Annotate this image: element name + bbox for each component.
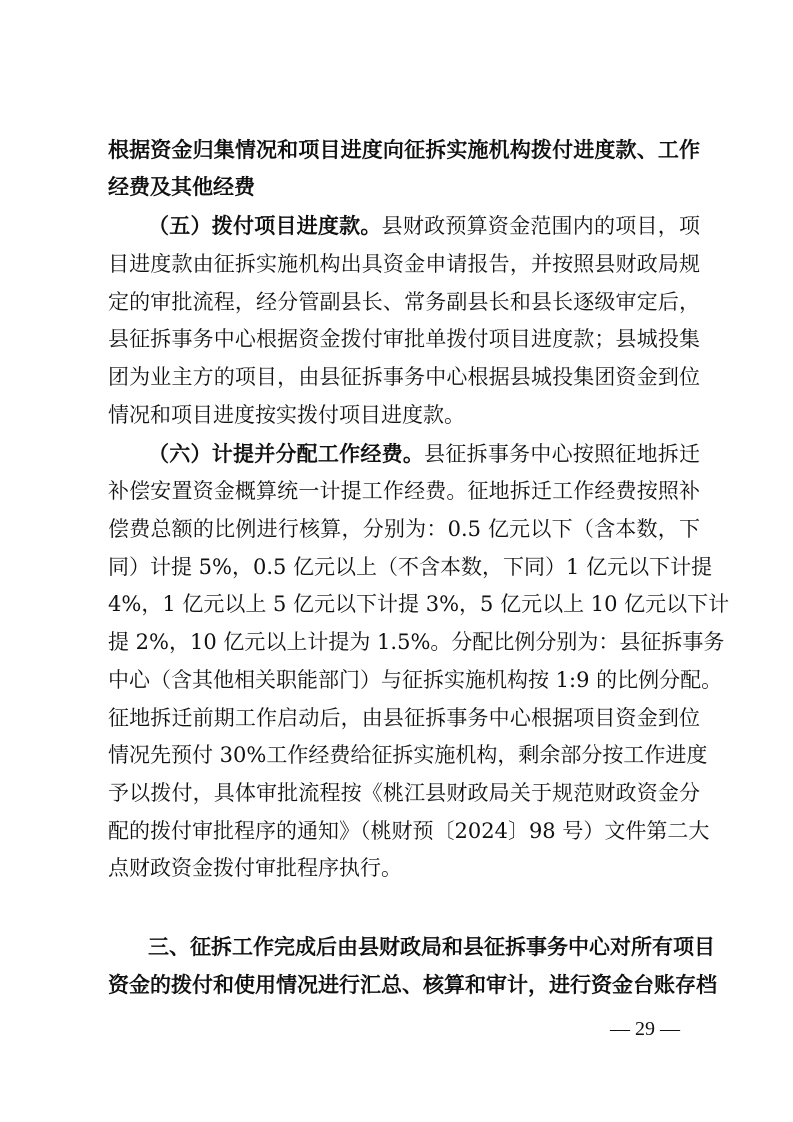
paragraph-line	[108, 627, 725, 657]
line-text: 团为业主方的项目，由县征拆事务中心根据县城投集团资金到位	[108, 365, 700, 389]
line-text: 根据资金归集情况和项目进度向征拆实施机构拨付进度款、工作	[108, 138, 700, 162]
paragraph-line	[108, 476, 700, 506]
page-number: — 29 —	[610, 1018, 680, 1040]
paragraph-line	[108, 362, 700, 392]
paragraph-first-line	[108, 439, 700, 469]
line-text: 点财政资金拨付审批程序执行。	[108, 856, 402, 880]
section-heading: （六）计提并分配工作经费。	[148, 441, 425, 466]
paragraph-line	[108, 400, 700, 430]
line-text: 目进度款由征拆实施机构出具资金申请报告，并按照县财政局规	[108, 252, 700, 276]
line-text: 中心（含其他相关职能部门）与征拆实施机构按 1:9 的比例分配。	[108, 668, 723, 692]
line-text: 配的拨付审批程序的通知》（桃财预〔2024〕98 号）文件第二大	[108, 819, 710, 843]
paragraph-line	[108, 287, 700, 317]
line-text: 偿费总额的比例进行核算，分别为：0.5 亿元以下（含本数，下	[108, 517, 700, 541]
paragraph-line	[108, 324, 700, 354]
line-text: 予以拨付，具体审批流程按《桃江县财政局关于规范财政资金分	[108, 781, 700, 805]
paragraph-line	[108, 172, 700, 202]
line-text: 资金的拨付和使用情况进行汇总、核算和审计，进行资金台账存档	[108, 973, 717, 997]
line-text: 情况先预付 30%工作经费给征拆实施机构，剩余部分按工作进度	[108, 743, 708, 767]
paragraph-line	[108, 778, 700, 808]
paragraph-line	[108, 970, 717, 1000]
paragraph-line	[108, 853, 700, 883]
line-text: 县征拆事务中心根据资金拨付审批单拨付项目进度款；县城投集	[108, 327, 700, 351]
line-text: 同）计提 5%，0.5 亿元以上（不含本数，下同）1 亿元以下计提	[108, 555, 713, 579]
line-text: 经费及其他经费	[108, 175, 255, 199]
line-text: 县征拆事务中心按照征地拆迁	[424, 442, 701, 466]
line-text: 三、征拆工作完成后由县财政局和县征拆事务中心对所有项目	[148, 935, 715, 959]
paragraph-line	[108, 514, 700, 544]
line-text: 县财政预算资金范围内的项目，项	[381, 214, 700, 238]
paragraph-line	[108, 552, 713, 582]
paragraph-line	[108, 665, 723, 695]
paragraph-line	[108, 249, 700, 279]
paragraph-first-line	[108, 932, 715, 962]
section-heading: （五）拨付项目进度款。	[148, 213, 382, 238]
paragraph-line	[108, 703, 700, 733]
paragraph-first-line	[108, 211, 700, 241]
line-text: 定的审批流程，经分管副县长、常务副县长和县长逐级审定后，	[108, 290, 700, 314]
paragraph-first-line	[108, 135, 700, 165]
paragraph-line	[108, 740, 708, 770]
line-text: 4%，1 亿元以上 5 亿元以下计提 3%，5 亿元以上 10 亿元以下计	[108, 592, 730, 616]
paragraph-line	[108, 589, 730, 619]
line-text: 情况和项目进度按实拨付项目进度款。	[108, 403, 465, 427]
line-text: 提 2%，10 亿元以上计提为 1.5%。分配比例分别为：县征拆事务	[108, 630, 725, 654]
line-text: 补偿安置资金概算统一计提工作经费。征地拆迁工作经费按照补	[108, 479, 700, 503]
paragraph-line	[108, 816, 710, 846]
line-text: 征地拆迁前期工作启动后，由县征拆事务中心根据项目资金到位	[108, 706, 700, 730]
